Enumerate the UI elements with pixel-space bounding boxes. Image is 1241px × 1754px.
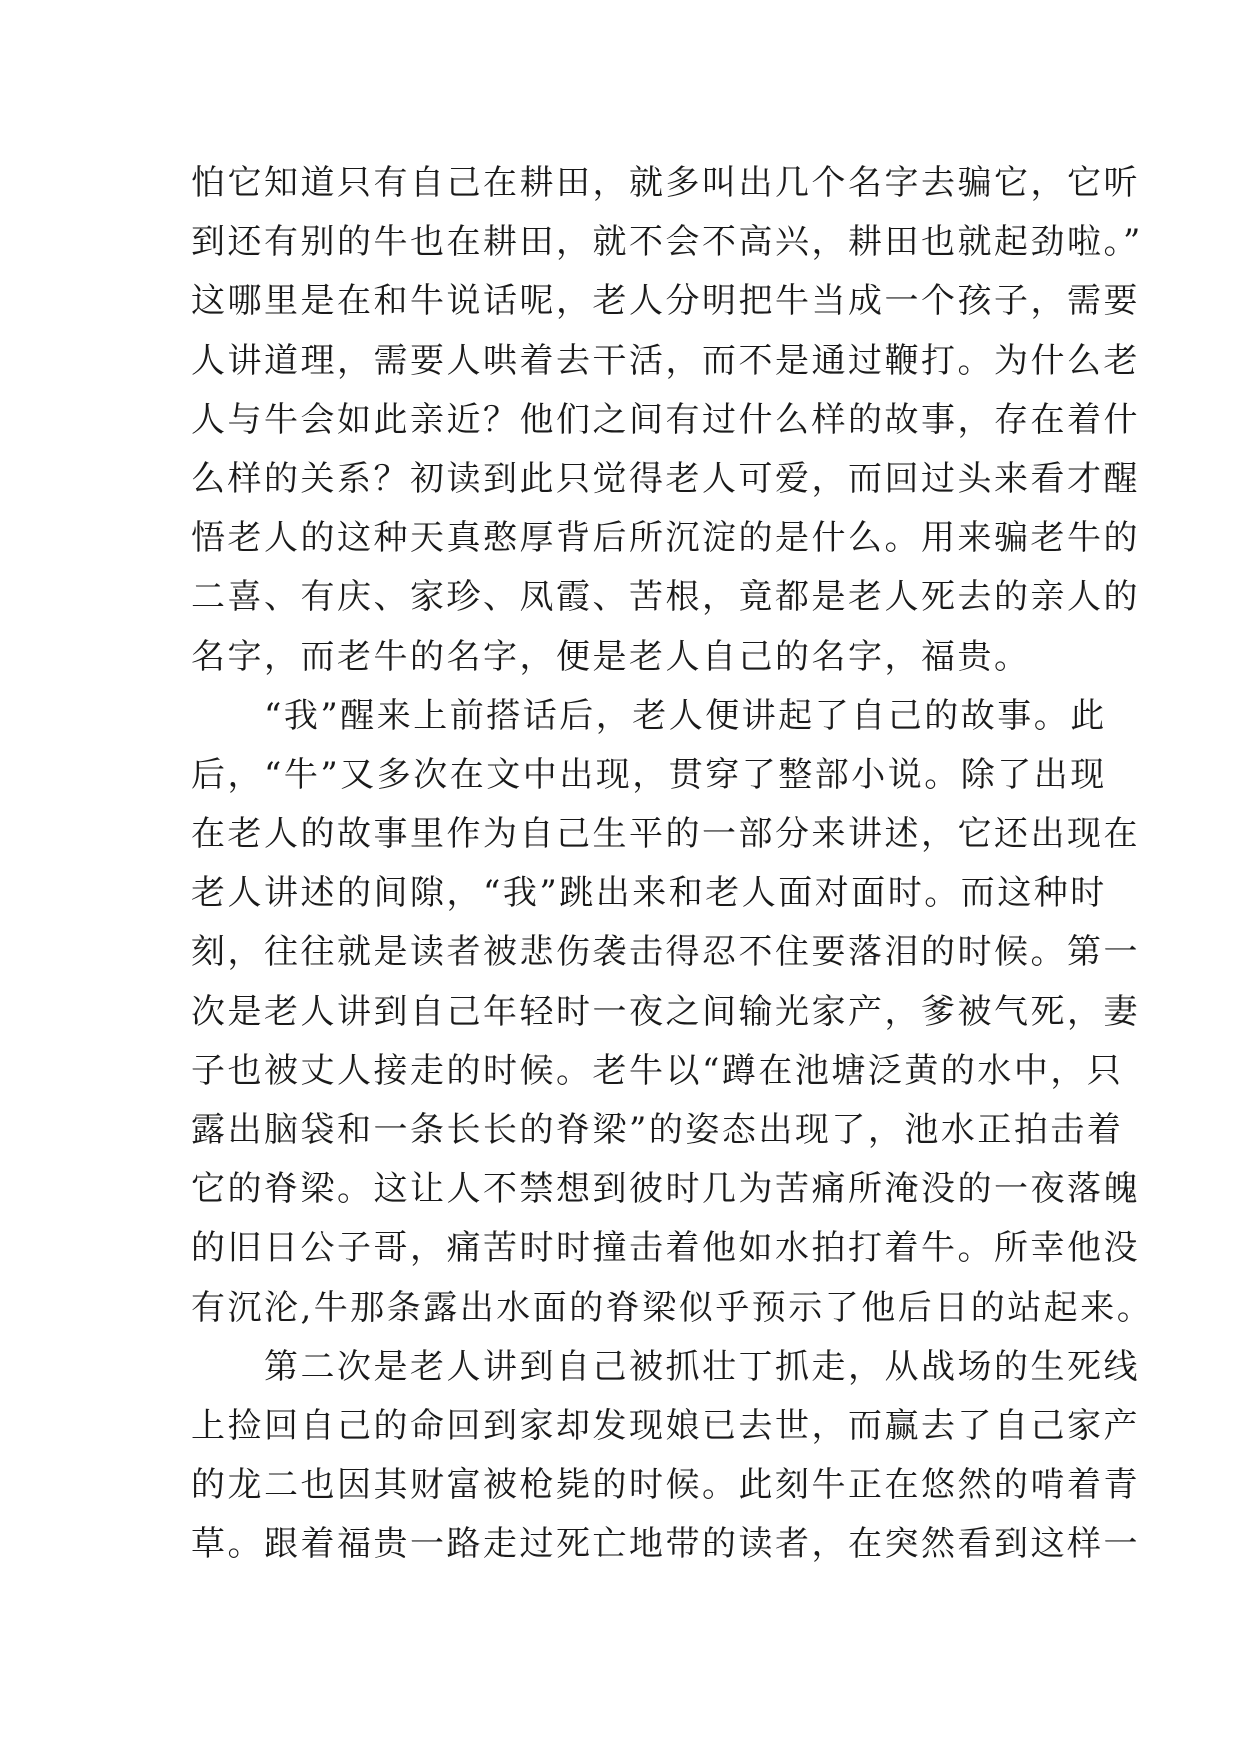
text-line: 到还有别的牛也在耕田，就不会不高兴，耕田也就起劲啦。” xyxy=(191,222,1143,263)
text-line: 人讲道理，需要人哄着去干活，而不是通过鞭打。为什么老 xyxy=(191,340,1140,381)
text-line: 它的脊梁。这让人不禁想到彼时几为苦痛所淹没的一夜落魄 xyxy=(191,1169,1140,1210)
text-line: 二喜、有庆、家珍、凤霞、苦根，竟都是老人死去的亲人的 xyxy=(191,577,1140,618)
text-line: 露出脑袋和一条长长的脊梁”的姿态出现了，池水正拍击着 xyxy=(191,1110,1124,1150)
text-line: 么样的关系？初读到此只觉得老人可爱，而回过头来看才醒 xyxy=(191,458,1140,499)
text-line: 有沉沦,牛那条露出水面的脊梁似乎预示了他后日的站起来。 xyxy=(191,1287,1154,1328)
text-line: 怕它知道只有自己在耕田，就多叫出几个名字去骗它，它听 xyxy=(191,163,1140,203)
text-line: 悟老人的这种天真憨厚背后所沉淀的是什么。用来骗老牛的 xyxy=(191,518,1140,559)
text-line: 次是老人讲到自己年轻时一夜之间输光家产，爹被气死，妻 xyxy=(191,991,1140,1032)
text-line: 第二次是老人讲到自己被抓壮丁抓走，从战场的生死线 xyxy=(191,1346,1140,1387)
text-line: 这哪里是在和牛说话呢，老人分明把牛当成一个孩子，需要 xyxy=(191,281,1140,322)
text-line: 刻，往往就是读者被悲伤袭击得忍不住要落泪的时候。第一 xyxy=(191,932,1140,973)
text-line: 后，“牛”又多次在文中出现，贯穿了整部小说。除了出现 xyxy=(191,754,1107,795)
text-line: 老人讲述的间隙，“我”跳出来和老人面对面时。而这种时 xyxy=(191,873,1107,914)
paragraph-last-line: 名字，而老牛的名字，便是老人自己的名字，福贵。 xyxy=(191,636,1031,677)
text-line: 的龙二也因其财富被枪毙的时候。此刻牛正在悠然的啃着青 xyxy=(191,1465,1140,1506)
text-line: “我”醒来上前搭话后，老人便讲起了自己的故事。此 xyxy=(191,695,1107,736)
text-line: 在老人的故事里作为自己生平的一部分来讲述，它还出现在 xyxy=(191,814,1140,855)
text-line: 上捡回自己的命回到家却发现娘已去世，而赢去了自己家产 xyxy=(191,1405,1140,1446)
text-line: 子也被丈人接走的时候。老牛以“蹲在池塘泛黄的水中，只 xyxy=(191,1050,1124,1091)
text-line: 人与牛会如此亲近？他们之间有过什么样的故事，存在着什 xyxy=(191,399,1140,440)
text-line: 草。跟着福贵一路走过死亡地带的读者，在突然看到这样一 xyxy=(191,1524,1140,1565)
document-text-body xyxy=(191,154,1154,1575)
text-line: 的旧日公子哥，痛苦时时撞击着他如水拍打着牛。所幸他没 xyxy=(191,1228,1140,1269)
